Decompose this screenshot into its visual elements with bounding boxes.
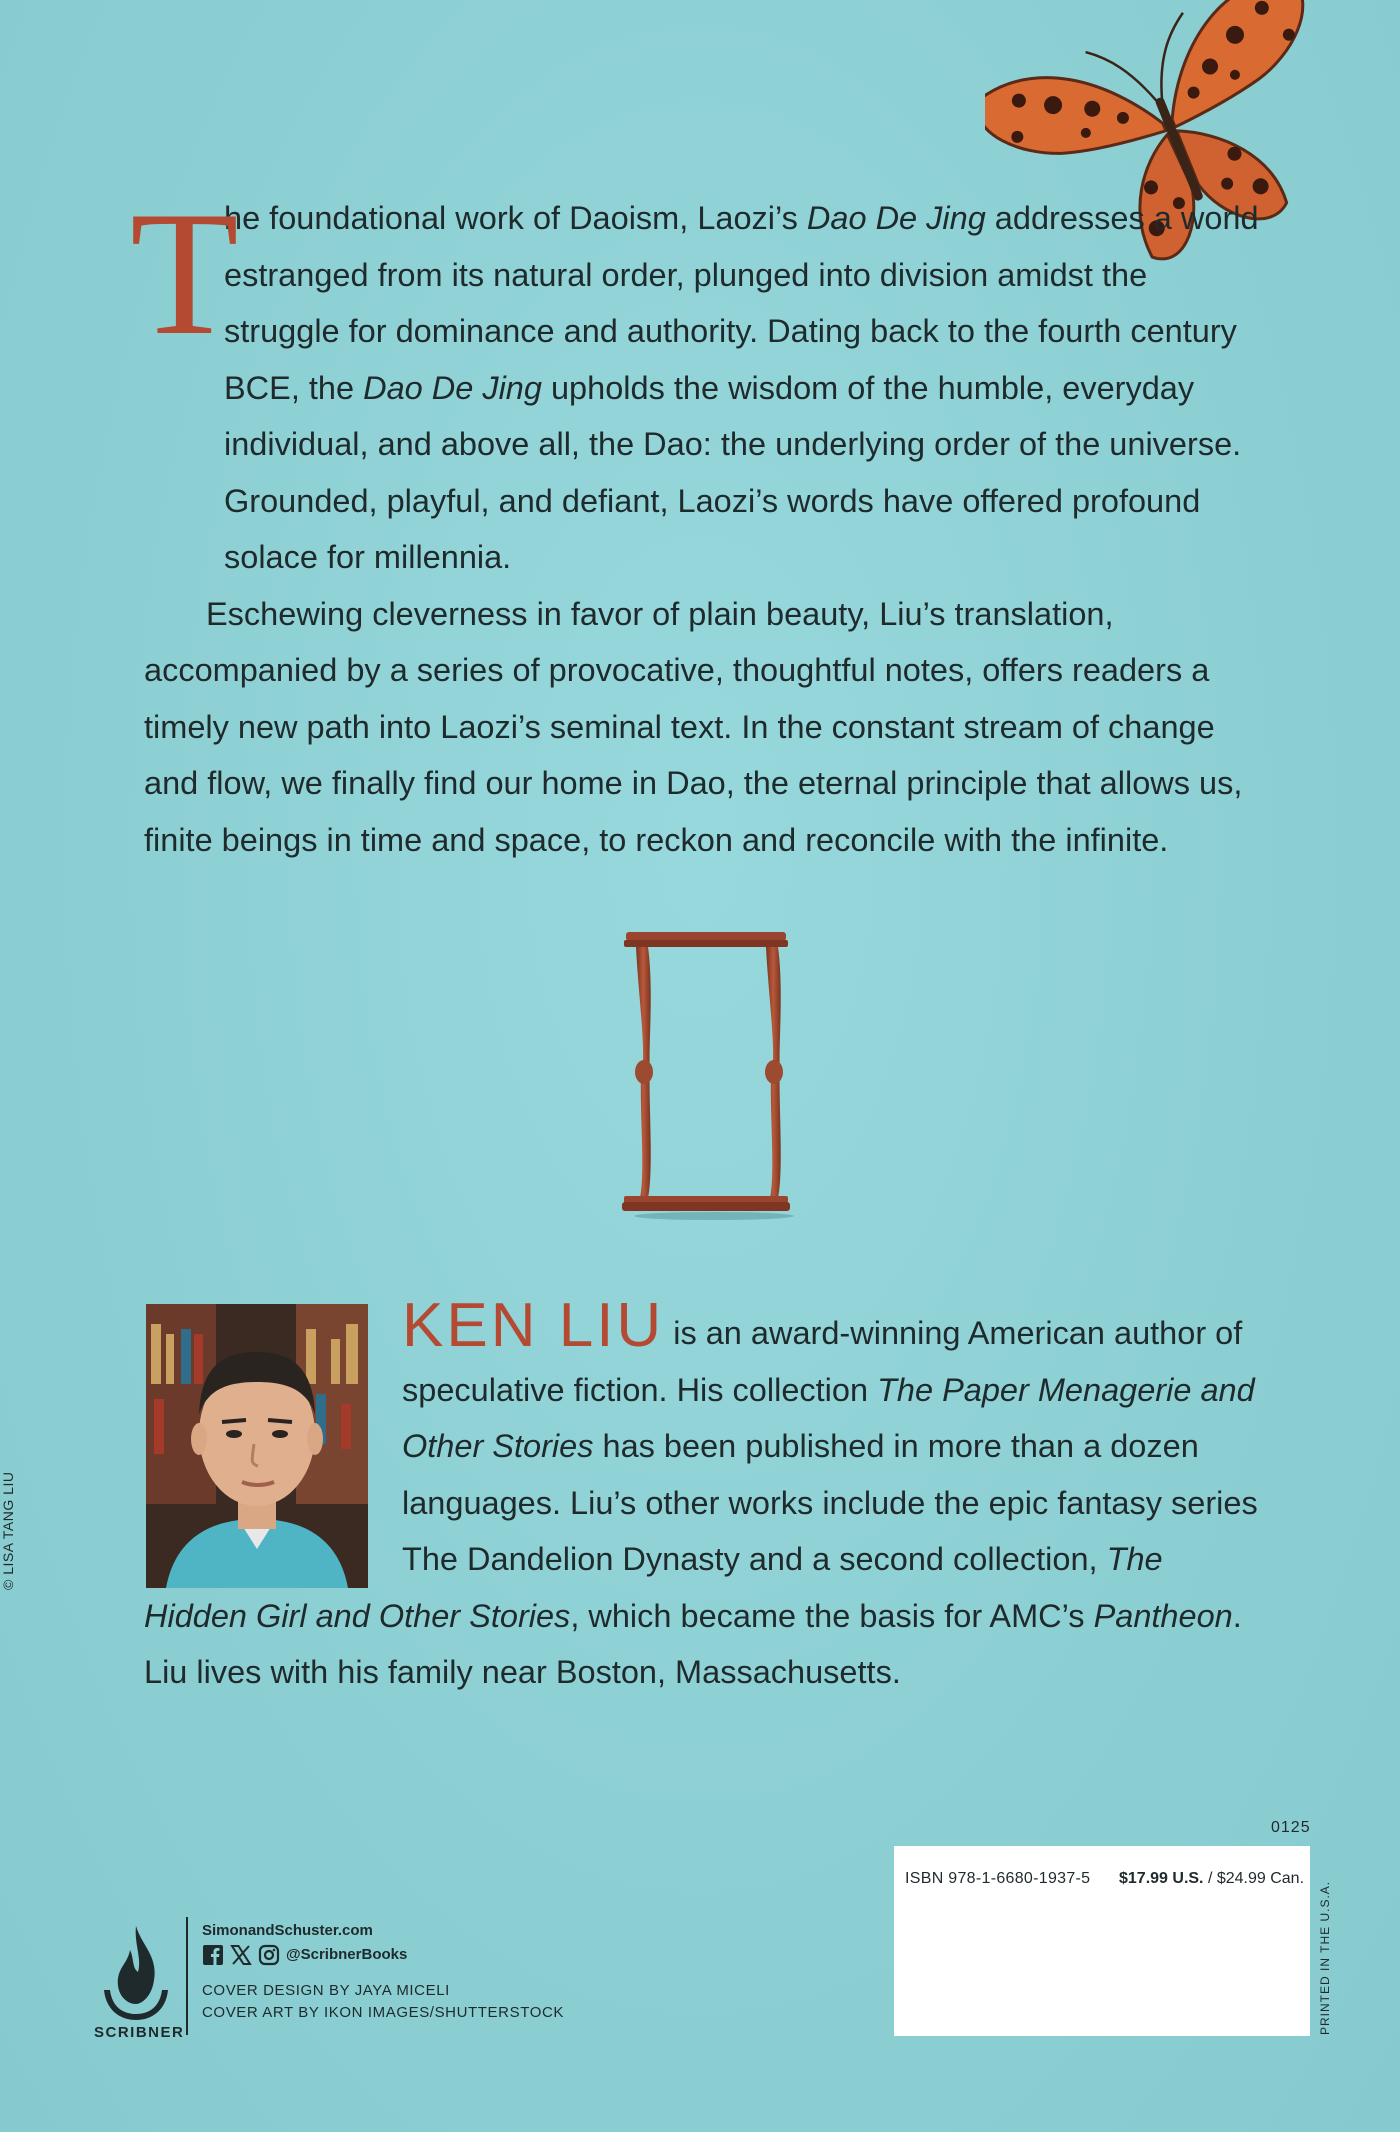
price-separator: / [1203, 1870, 1217, 1887]
bio-run: . Liu lives with his family near Boston, Massachusetts. [144, 1597, 1242, 1690]
bio-run: The Paper Menagerie and Other Stories [402, 1371, 1255, 1464]
bio-run: , which became the basis for AMC’s [570, 1597, 1094, 1634]
footer-info [202, 1920, 564, 2024]
book-description [130, 174, 1269, 868]
author-bio [144, 1291, 1269, 1701]
price-can: $24.99 Can. [1216, 1870, 1305, 1887]
bio-run: Pantheon [1093, 1597, 1233, 1634]
social-handle[interactable]: @ScribnerBooks [286, 1946, 408, 1963]
description-paragraph-2: Eschewing cleverness in favor of plain beauty, Liu’s translation, accompanied by a series of provocative, thoughtful notes, offers readers a timely new path into Laozi’s seminal text. In the constant stream of change and flow, we finally find our home in Dao, the eternal principle that allows us, finite beings in time and space, to reckon and reconcile with the infinite. [144, 595, 1243, 858]
x-icon[interactable] [230, 1944, 252, 1966]
photo-spacer [144, 1298, 402, 1580]
blurb-run: Dao De Jing [806, 200, 986, 236]
price [1119, 1870, 1304, 1888]
bio-run: is an award-winning American author of speculative fiction. His collection [402, 1315, 1243, 1408]
isbn: ISBN 978-1-6680-1937-5 [905, 1870, 1091, 1887]
photo-credit: © LISA TANG LIU [0, 1471, 16, 1590]
price-code: 0125 [1271, 1819, 1311, 1836]
description-paragraph-1 [144, 190, 1269, 586]
bio-run: has been published in more than a dozen languages. Liu’s other works include the epic fantasy series The Dandelion Dynasty and a second collection, [402, 1428, 1258, 1577]
author-name: KEN LIU [402, 1291, 665, 1360]
printed-in: PRINTED IN THE U.S.A. [1318, 1880, 1332, 2035]
blurb-run: upholds the wisdom of the humble, everyday individual, and above all, the Dao: the underlying order of the universe. Grounded, playful, and defiant, Laozi’s words have offered profound solace for millennia. [224, 369, 1242, 575]
barcode-box [894, 1846, 1310, 2036]
cover-art-credit: COVER ART BY IKON IMAGES/SHUTTERSTOCK [202, 2004, 564, 2021]
social-links [202, 1944, 564, 1966]
bio-run: The Hidden Girl and Other Stories [144, 1541, 1163, 1634]
hourglass-illustration [618, 930, 810, 1220]
publisher-website[interactable]: SimonandSchuster.com [202, 1922, 373, 1939]
facebook-icon[interactable] [202, 1944, 224, 1966]
blurb-run: addresses a world estranged from its natural order, plunged into division amidst the struggle for dominance and authority. Dating back to the fourth century BCE, the [224, 200, 1259, 406]
footer-divider [186, 1917, 188, 2035]
cover-design-credit: COVER DESIGN BY JAYA MICELI [202, 1982, 450, 1999]
instagram-icon[interactable] [258, 1944, 280, 1966]
scribner-flame-logo [96, 1918, 176, 2036]
price-us: $17.99 U.S. [1119, 1870, 1204, 1887]
cover-credits [202, 1980, 564, 2024]
blurb-run: Dao De Jing [363, 369, 542, 406]
blurb-run: he foundational work of Daoism, Laozi’s [224, 200, 807, 236]
drop-cap: T [130, 174, 239, 372]
publisher-name: SCRIBNER [94, 2024, 185, 2041]
